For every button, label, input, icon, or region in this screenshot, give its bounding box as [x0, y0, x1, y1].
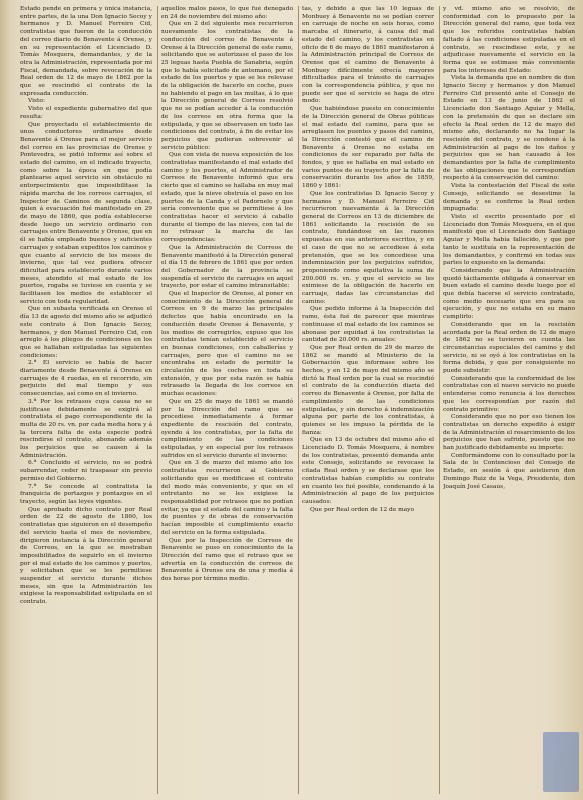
column-rule [439, 6, 440, 794]
paragraph: Que en 3 de marzo del mismo año los contratistas recurrieron al Gobierno solicitando que se modificase el contrato del modo más conveniente, y que en el entretanto no se les exigiese la responsabilidad por retrasos que no podían evitar, ya que el estado del camino y la falta de puentes y de obras de conservación hacían imposible el cumplimiento exacto del servicio en la forma estipulada. [161, 460, 293, 536]
paragraph: Que habiéndose puesto en conocimiento de la Dirección general de Obras públicas el mal estado del camino, para que se arreglasen los puentes y pasos del camino, la Dirección contestó que el camino de Benavente á Orense no estaba en condiciones de ser reparado por falta de fondos, y que se hallaba en mal estado en varios puntos de su trayecto por la falta de conservación durante los años de 1859, 1860 y 1861: [302, 106, 434, 190]
paragraph: Que en 13 de octubre del mismo año el Licenciado D. Tomás Mosquera, á nombre de los contratistas, presentó demanda ante este Consejo, solicitando se revocase la citada Real orden y se declarase que los contratistas habían cumplido su contrato en cuanto les fué posible, condenando á la Administración al pago de los perjuicios causados: [302, 437, 434, 505]
paragraph: 6.ª Concluido el servicio, no se podrá subarrendar, ceder ni traspasar sin previo permiso del Gobierno. [20, 460, 152, 482]
paragraph: y vd. mismo año se resolvió, de conformidad con lo propuesto por la Dirección general del ramo, que toda vez que los referidos contratistas habían faltado á las condiciones estipuladas en el contrato, se rescindiese este, y se adjudicase nuevamente el servicio en la forma que se estimase más conveniente para los intereses del Estado: [443, 6, 575, 74]
paragraph: Que la Administración de Correos de Benavente manifestó á la Dirección general el día 15 de febrero de 1861 que por orden del Gobernador de la provincia se suspendía el servicio de carruajes en aquel trayecto, por estar el camino intransitable: [161, 244, 293, 290]
text-column-3 [302, 6, 434, 796]
text-column-1 [20, 6, 152, 796]
text-column-2 [161, 6, 293, 796]
paragraph: Que en 2 del siguiente mes recurrieron nuevamente los contratistas de la conducción del correo de Benavente á Orense á la Dirección general de este ramo, solicitando que se autorizase el paso de los 25 leguas hasta Puebla de Sanabria, según que lo había solicitado de antemano, por el estado de los puertos y que se les relevase de la obligación de hacerlo en coche, pues no habiendo el pago en las multas, á lo que la Dirección general de Correos resolvió que no se podían acceder á la conducción de los correos en otra forma que la estipulada, y que se observasen en todo las condiciones del contrato, á fin de evitar los perjuicios que pudieran sobrevenir al servicio público: [161, 21, 293, 151]
paragraph: Que aprobado dicho contrato por Real orden de 22 de agosto de 1860, los contratistas que siguieron en el desempeño del servicio hasta el mes de noviembre, dirigieron instancia á la Dirección general de Correos, en la que se mostraban imposibilitados de seguirlo en el invierno por el mal estado de los caminos y puertos, y solicitaban que se les permitiese suspender el servicio durante dichos meses, sin que la Administración les exigiese la responsabilidad estipulada en el contrato. [20, 506, 152, 606]
paragraph: Que proyectado el establecimiento de unos conductores ordinarios desde Benavente á Orense para el mejor servicio del correo en las provincias de Orense y Pontevedra, se pidió informe así sobre el estado del camino, en el indicado trayecto, como sobre la época en que podía plantearse aquel servicio sin obstáculo ni entorpecimiento que imposibilitase la rápida marcha de los correos carruajes, el Inspector de Caminos de segunda clase, quien á evacuación fué manifestado en 29 de mayo de 1860, que podía establecerse desde luego un servicio ordinario con carruajes entre Benavente y Orense, que en él se había empleado buenos y suficientes carruajes y estaban expeditos los caminos y que cuanto al servicio de los meses de invierno, que tal vez pudiera ofrecer dificultad para establecerlo durante varios meses, atendido el mal estado de los puertos, rogaba se tuviese en cuenta y se facilitasen los medios de establecer el servicio con toda regularidad. [20, 121, 152, 305]
column-rule [298, 6, 299, 794]
paragraph: Considerando que la Administración quedó tácitamente obligada á conservar en buen estado el camino desde luego por el que debía hacerse el servicio contratado, como medio necesario que era para su ejecución, y que no estaba en su mano cumplirlo: [443, 267, 575, 321]
paragraph: Considerando que en la rescisión acordada por la Real orden de 12 de mayo de 1862 no se tuvieron en cuenta las circunstancias especiales del camino y del servicio, ni se oyó á los contratistas en la forma debida, y que por consiguiente no puede subsistir: [443, 321, 575, 375]
paragraph: Que por Real orden de 29 de marzo de 1862 se mandó al Ministerio de la Gobernación que informase sobre los hechos, y en 12 de mayo del mismo año se dictó la Real orden por la cual se rescindió el contrato de la conducción diaria del correo de Benavente á Orense, por falta de cumplimiento de las condiciones estipuladas, y sin derecho á indemnización alguna por parte de los contratistas, á quienes se les impuso la pérdida de la fianza: [302, 344, 434, 436]
paragraph: 7.ª Se concede al contratista la franquicia de portazgos y pontazgos en el trayecto, según las leyes vigentes. [20, 483, 152, 505]
paragraph: Conformándome con lo consultado por la Sala de lo Contencioso del Consejo de Estado, en sesión á que asistieron don Domingo Ruiz de la Vega, Presidente, don Joaquín José Casaus, [443, 452, 575, 490]
page-edge-shadow [0, 0, 12, 800]
library-stamp [543, 732, 579, 792]
paragraph: Vista la demanda que en nombre de don Ignacio Secoy y hermanos y don Manuel Ferreiro Cid presentó ante el Consejo de Estado en 13 de junio de 1862 el Licenciado don Santiago Aguiar y Mella, con la pretensión de que se declare sin efecto la Real orden de 12 de mayo del mismo año, declarando no ha lugar la rescisión del contrato, y se condene á la Administración al pago de los daños y perjuicios que se han causado á los demandantes por la falta de cumplimiento de las obligaciones que le correspondían respecto á la conservación del camino: [443, 75, 575, 182]
paragraph: Visto: [28, 98, 45, 105]
text-column-4 [443, 6, 575, 796]
paragraph: 2.ª El servicio se había de hacer diariamente desde Benavente á Orense en carruajes de 4 ruedas, en el recorrido, sin perjuicio del mal tiempo y sus consecuencias, así como en el invierno. [20, 360, 152, 398]
paragraph: 3.ª Por los retrasos cuya causa no se justificase debidamente se exigirá al contratista el pago correspondiente de la multa de 20 rs. vn. por cada media hora y á la tercera falta de esta especie podrá rescindirse el contrato, abonando además los perjuicios que se causen á la Administración. [20, 398, 152, 459]
paragraph: Que los contratistas D. Ignacio Secoy y hermanos y D. Manuel Ferreiro Cid recurrieron nuevamente á la Dirección general de Correos en 13 de diciembre de 1861 solicitando la rescisión de su contrato, fundándose en las razones expuestas en sus anteriores escritos, y en el caso de que no se accediese á esta pretensión, que se les concediese una indemnización por los perjuicios sufridos, proponiendo como equitativa la suma de 200.000 rs. vn. y que el servicio se les eximiese de la obligación de hacerlo en carruaje, dadas las circunstancias del camino: [302, 190, 434, 305]
paragraph: Que el Inspector de Orense, al poner en conocimiento de la Dirección general de Correos en 9 de marzo las principales defectos que había encontrado en la conducción desde Orense á Benavente, y los medios de corregirlos, expuso que los contratistas tenían establecido el servicio en buenas condiciones, con caballerías y carruajes, pero que el camino no se encontraba en estado de permitir la circulación de los coches en toda su extensión, y que por esta razón se había retrasado la llegada de los correos en muchas ocasiones: [161, 291, 293, 398]
paragraph: Visto el escrito presentado por el Licenciado don Tomás Mosquera, en el que manifestó que el Licenciado don Santiago Aguiar y Mella había fallecido, y que por tanto le sustituía en la representación de los demandantes, y confirmó en todas sus partes lo expuesto en la demanda: [443, 213, 575, 267]
paragraph: Que por Real orden de 12 de mayo [310, 506, 415, 513]
column-rule [157, 6, 158, 794]
paragraph: Vista la contestación del Fiscal de este Consejo, solicitando se desestime la demanda y se confirme la Real orden impugnada: [443, 183, 575, 213]
paragraph: Que pedido informe á la Inspección del ramo, ésta fué de parecer que mientras continuase el mal estado de los caminos se abonase por equidad á los contratistas la cantidad de 20.000 rs. anuales: [302, 306, 434, 344]
paragraph: aquellos malos pasos, lo que fué denegado en 24 de noviembre del mismo año: [161, 6, 293, 20]
paragraph: tas, y debido á que las 10 leguas de Monbuey á Benavente no se podían correr en carruaje de noche en seis horas, como marcaba el itinerario, á causa del mal estado del camino, y los contratistas en oficio de 6 de mayo de 1861 manifestaron á la Administración principal de Correos de Orense que el camino de Benavente á Monbuey difícilmente ofrecía mayores dificultades para el tránsito de carruajes con la correspondencia pública, y que no puede ser que el servicio se haga de otro modo: [302, 6, 434, 105]
paragraph: Que en subasta verificada en Orense el día 13 de agosto del mismo año se adjudicó este contrato á Don Ignacio Secoy, hermanos, y don Manuel Ferreiro Cid, con arreglo á los pliegos de condiciones en los que se hallaban estipuladas las siguientes condiciones: [20, 306, 152, 359]
paragraph: Que con vista de nueva exposición de los contratistas manifestando el mal estado del camino y los puertos, el Administrador de Correos de Benavente informó que era cierto que el camino se hallaba en muy mal estado, que la nieve obstruía el paso en los puertos de la Canda y el Padornelo y que sería conveniente que se permitiese á los contratistas hacer el servicio á caballo durante el tiempo de las nieves, con tal de no retrasar la marcha de las correspondencias: [161, 152, 293, 244]
paragraph: Estado pende en primera y única instancia, entre partes, de la una Don Ignacio Secoy y hermanos y D. Manuel Ferreiro Cid, contratistas que fueron de la conducción del correo diario de Benavente á Orense, y en su representación el Licenciado D. Tomás Mosquera, demandantes, y de la otra la Administración, representada por mi Fiscal, demandada, sobre revocación de la Real orden de 12 de mayo de 1862 por la que se rescindió el contrato de la expresada conducción. [20, 6, 152, 97]
paragraph: Considerando que no por eso tienen los contratistas un derecho expedito á exigir de la Administración el resarcimiento de los perjuicios que han sufrido, puesto que no han justificado debidamente su importe: [443, 414, 575, 452]
paragraph: Que por la Inspección de Correos de Benavente se puso en conocimiento de la Dirección del ramo que el retraso que se advertía en la conducción de correos de Benavente á Orense era de una y media á dos horas por término medio. [161, 537, 293, 583]
paragraph: Considerando que la conformidad de los contratistas con el nuevo servicio no puede entenderse como renuncia á los derechos que les correspondían por razón del contrato primitivo: [443, 375, 575, 413]
paragraph: Visto el expediente gubernativo del que resulta: [20, 106, 152, 120]
paragraph: Que en 25 de mayo de 1861 se mandó por la Dirección del ramo que se procediese inmediatamente á formar expediente de rescisión del contrato, oyendo á los contratistas, por la falta de cumplimiento de las condiciones estipuladas, y en especial por los retrasos sufridos en el servicio durante el invierno: [161, 398, 293, 459]
